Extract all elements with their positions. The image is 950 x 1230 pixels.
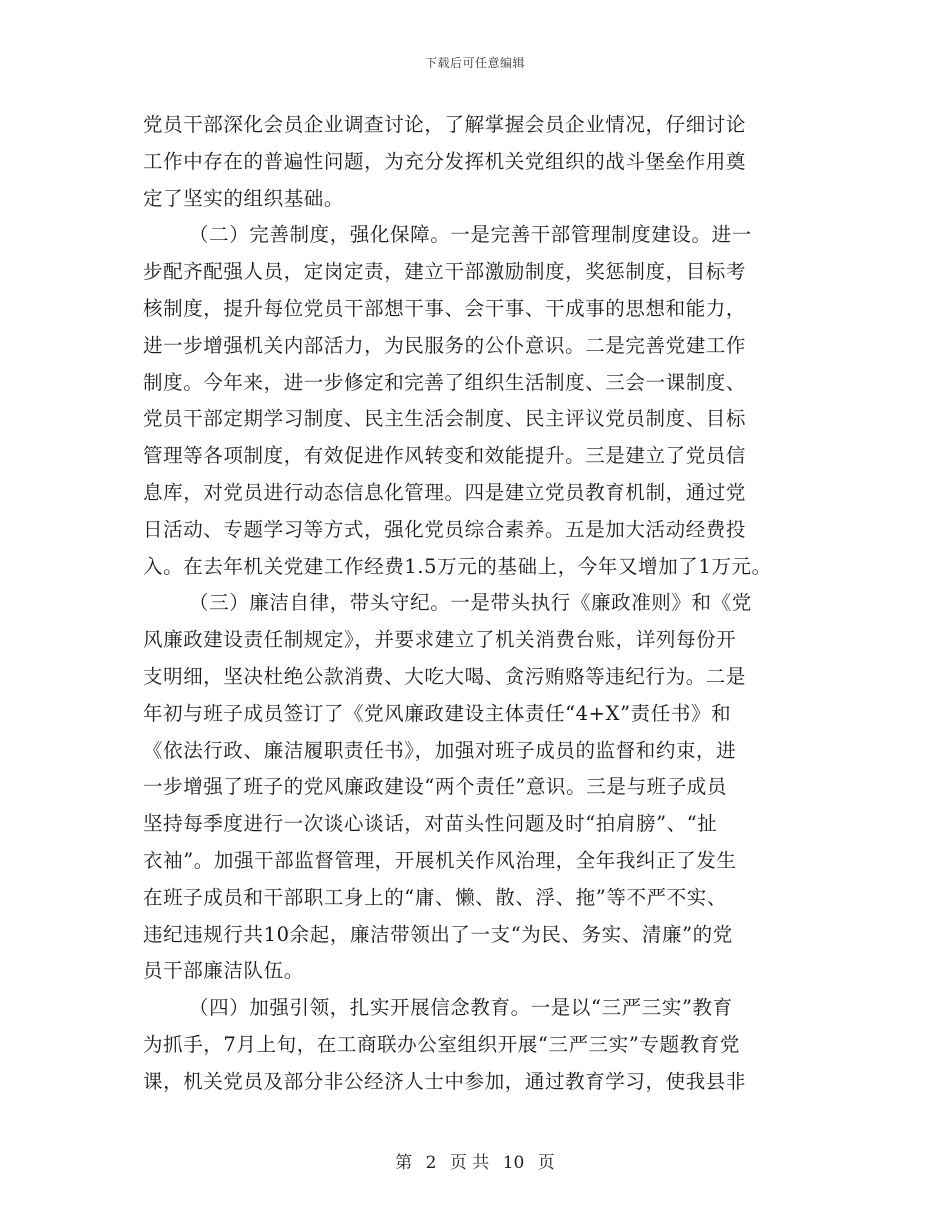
text-line: 管理等各项制度，有效促进作风转变和效能提升。三是建立了党员信 — [143, 444, 747, 468]
text-line: 一步增强了班子的党风廉政建设“两个责任”意识。三是与班子成员 — [143, 775, 727, 799]
text-line: （四）加强引领，扎实开展信念教育。一是以“三严三实”教育 — [189, 996, 733, 1020]
text-line: 党员干部深化会员企业调查讨论，了解掌握会员企业情况，仔细讨论 — [143, 113, 747, 136]
text-line: 日活动、专题学习等方式，强化党员综合素养。五是加大活动经费投 — [143, 517, 747, 541]
footer-total-pages: 10 — [502, 1153, 525, 1173]
text-line: 入。在去年机关党建工作经费1.5万元的基础上，今年又增加了1万元。 — [143, 554, 772, 578]
text-line: 核制度，提升每位党员干部想干事、会干事、干成事的思想和能力， — [143, 296, 747, 320]
text-line: （二）完善制度，强化保障。一是完善干部管理制度建设。进一 — [189, 223, 752, 247]
text-line: 息库，对党员进行动态信息化管理。四是建立党员教育机制，通过党 — [143, 480, 747, 504]
text-line: 风廉政建设责任制规定》，并要求建立了机关消费台账，详列每份开 — [143, 628, 737, 652]
text-line: （三）廉洁自律，带头守纪。一是带头执行《廉政准则》和《党 — [189, 591, 752, 615]
text-line: 工作中存在的普遍性问题，为充分发挥机关党组织的战斗堡垒作用奠 — [143, 149, 747, 173]
text-line: 年初与班子成员签订了《党风廉政建设主体责任“4+X”责任书》和 — [143, 701, 732, 725]
text-line: 党员干部定期学习制度、民主生活会制度、民主评议党员制度、目标 — [143, 407, 747, 431]
text-line: 《依法行政、廉洁履职责任书》，加强对班子成员的监督和约束，进 — [143, 738, 737, 762]
text-line: 员干部廉洁队伍。 — [143, 959, 304, 983]
document-body — [143, 107, 833, 1101]
text-line: 步配齐配强人员，定岗定责，建立干部激励制度，奖惩制度，目标考 — [143, 260, 747, 284]
footer-prefix: 第 — [395, 1153, 413, 1173]
footer-current-page: 2 — [425, 1153, 437, 1173]
footer-suffix: 页 — [537, 1153, 555, 1173]
text-line: 为抓手，7月上旬，在工商联办公室组织开展“三严三实”专题教育党 — [143, 1032, 740, 1056]
text-line: 制度。今年来，进一步修定和完善了组织生活制度、三会一课制度、 — [143, 370, 747, 394]
text-line: 进一步增强机关内部活力，为民服务的公仆意识。二是完善党建工作 — [143, 333, 747, 357]
text-line: 支明细，坚决杜绝公款消费、大吃大喝、贪污贿赂等违纪行为。二是 — [143, 664, 747, 688]
text-line: 坚持每季度进行一次谈心谈话，对苗头性问题及时“拍肩膀”、“扯 — [143, 812, 718, 836]
text-line: 衣袖”。加强干部监督管理，开展机关作风治理，全年我纠正了发生 — [143, 848, 737, 872]
footer-middle: 页 共 — [449, 1153, 490, 1173]
text-line: 在班子成员和干部职工身上的“庸、懒、散、浮、拖”等不严不实、 — [143, 885, 727, 909]
text-line: 定了坚实的组织基础。 — [143, 186, 345, 210]
page-footer — [0, 1148, 950, 1173]
text-line: 课，机关党员及部分非公经济人士中参加，通过教育学习，使我县非 — [143, 1069, 747, 1093]
page-header: 下载后可任意编辑 — [424, 56, 525, 70]
text-line: 违纪违规行共10余起，廉洁带领出了一支“为民、务实、清廉”的党 — [143, 922, 733, 946]
